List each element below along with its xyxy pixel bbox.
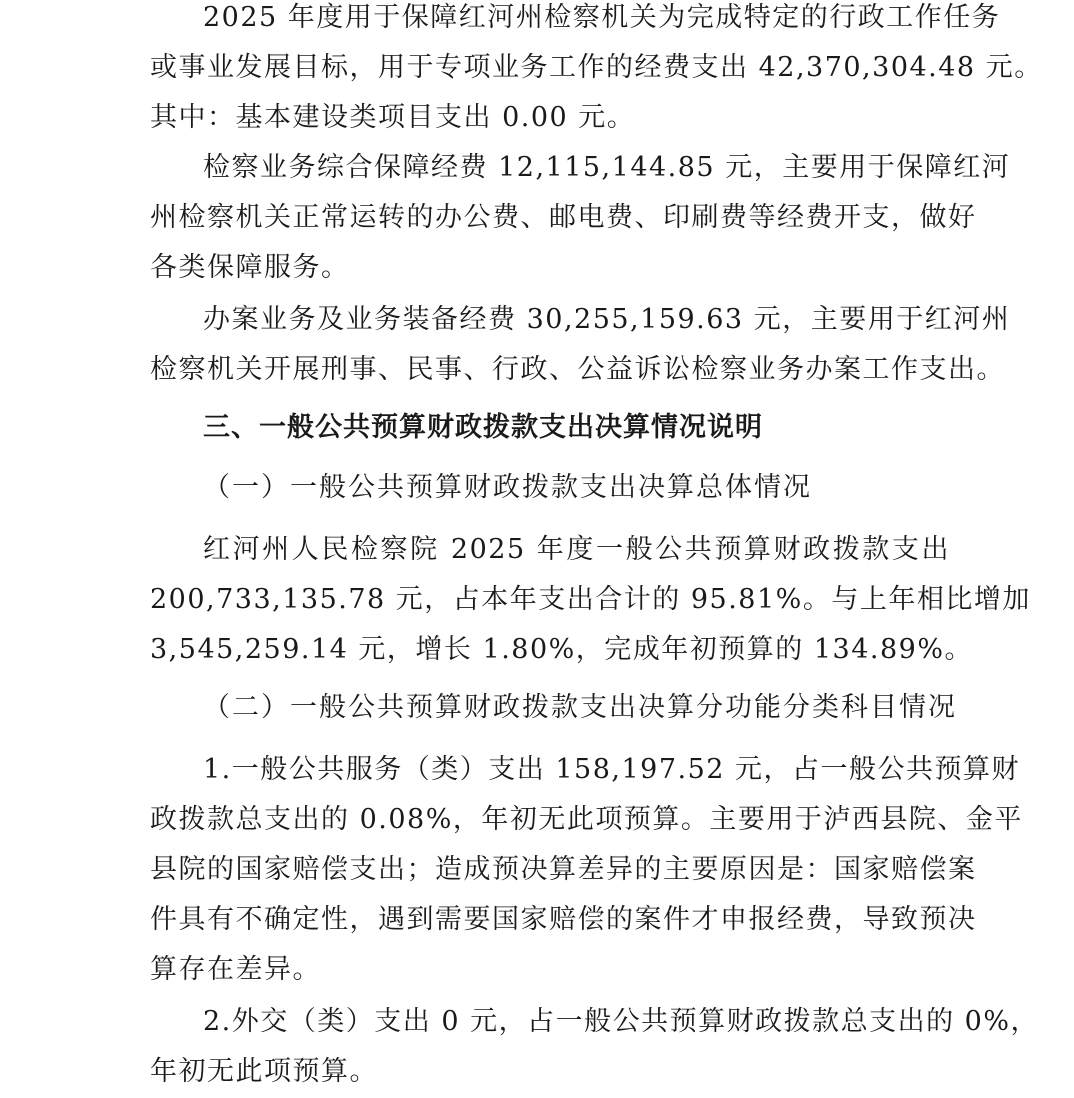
- subsection-heading: （二）一般公共预算财政拨款支出决算分功能分类科目情况: [203, 692, 957, 723]
- paragraph-line: 县院的国家赔偿支出；造成预决算差异的主要原因是：国家赔偿案: [150, 854, 977, 885]
- paragraph-line: 各类保障服务。: [150, 252, 350, 283]
- paragraph-line: 算存在差异。: [150, 954, 321, 985]
- paragraph-line: 1.一般公共服务（类）支出 158,197.52 元，占一般公共预算财: [203, 754, 1021, 785]
- paragraph-line: 办案业务及业务装备经费 30,255,159.63 元，主要用于红河州: [203, 304, 1011, 335]
- paragraph-line: 检察业务综合保障经费 12,115,144.85 元，主要用于保障红河: [203, 152, 1011, 183]
- paragraph-line: 红河州人民检察院 2025 年度一般公共预算财政拨款支出: [203, 534, 950, 565]
- paragraph-line: 年初无此项预算。: [150, 1056, 378, 1087]
- paragraph-line: 3,545,259.14 元，增长 1.80%，完成年初预算的 134.89%。: [150, 634, 973, 665]
- paragraph-line: 检察机关开展刑事、民事、行政、公益诉讼检察业务办案工作支出。: [150, 354, 1005, 385]
- paragraph-line: 或事业发展目标，用于专项业务工作的经费支出 42,370,304.48 元。: [150, 52, 1043, 83]
- paragraph-line: 200,733,135.78 元，占本年支出合计的 95.81%。与上年相比增加: [150, 584, 1031, 615]
- paragraph-line: 件具有不确定性，遇到需要国家赔偿的案件才申报经费，导致预决: [150, 904, 977, 935]
- subsection-heading: （一）一般公共预算财政拨款支出决算总体情况: [203, 472, 812, 503]
- paragraph-line: 政拨款总支出的 0.08%，年初无此项预算。主要用于泸西县院、金平: [150, 804, 1023, 835]
- paragraph-line: 州检察机关正常运转的办公费、邮电费、印刷费等经费开支，做好: [150, 202, 977, 233]
- section-heading: 三、一般公共预算财政拨款支出决算情况说明: [203, 412, 763, 443]
- paragraph-line: 2025 年度用于保障红河州检察机关为完成特定的行政工作任务: [203, 2, 1001, 33]
- paragraph-line: 其中：基本建设类项目支出 0.00 元。: [150, 102, 636, 133]
- paragraph-line: 2.外交（类）支出 0 元，占一般公共预算财政拨款总支出的 0%，: [203, 1006, 1040, 1037]
